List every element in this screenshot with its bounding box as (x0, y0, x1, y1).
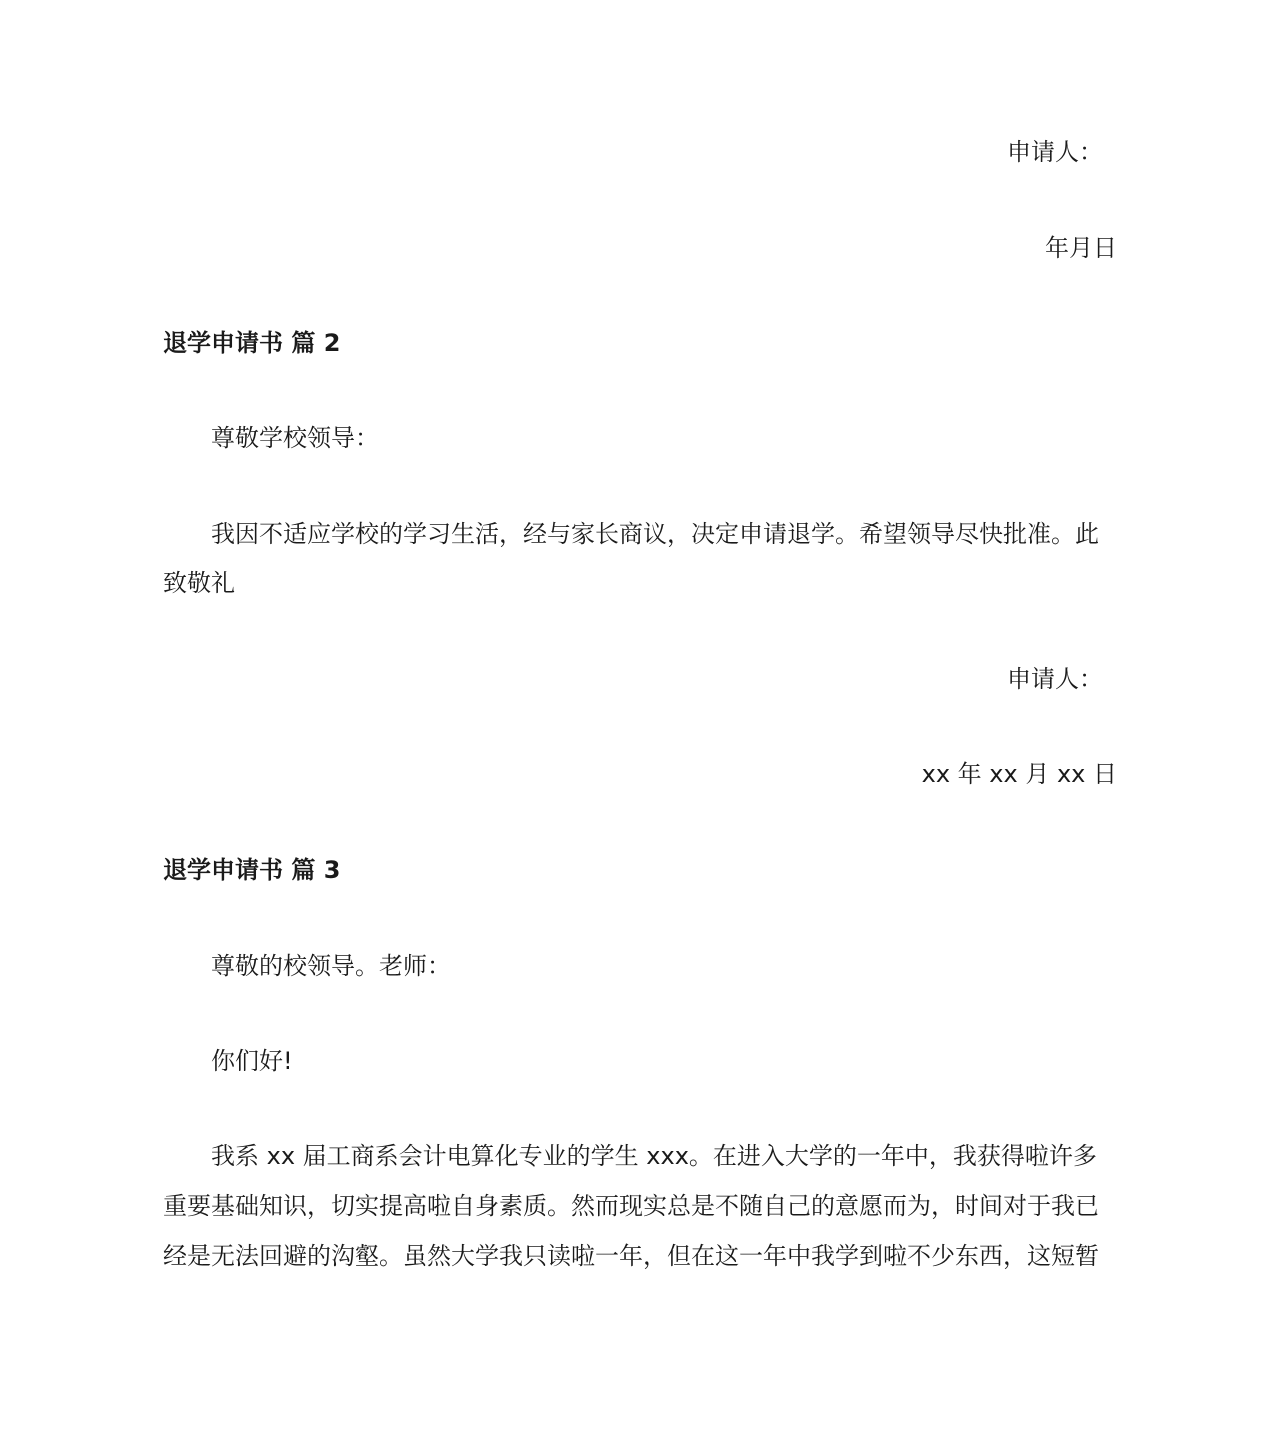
section-heading: 退学申请书 篇 3 (163, 856, 341, 884)
greeting: 你们好! (211, 1047, 293, 1075)
body-text-line: 我因不适应学校的学习生活，经与家长商议，决定申请退学。希望领导尽快批准。此 (211, 520, 1099, 548)
applicant-label: 申请人： (1007, 138, 1103, 166)
salutation: 尊敬学校领导： (211, 424, 379, 452)
body-text-line: 致敬礼 (163, 569, 235, 597)
body-text-line: 重要基础知识，切实提高啦自身素质。然而现实总是不随自己的意愿而为，时间对于我已 (163, 1192, 1099, 1220)
body-text-line: 我系 xx 届工商系会计电算化专业的学生 xxx。在进入大学的一年中，我获得啦许多 (211, 1142, 1097, 1170)
date-line: 年月日 (1045, 234, 1117, 262)
body-text-line: 经是无法回避的沟壑。虽然大学我只读啦一年，但在这一年中我学到啦不少东西，这短暂 (163, 1242, 1099, 1270)
salutation: 尊敬的校领导。老师： (211, 952, 451, 980)
section-heading: 退学申请书 篇 2 (163, 329, 341, 357)
applicant-label: 申请人： (1007, 665, 1103, 693)
date-line: xx 年 xx 月 xx 日 (921, 760, 1117, 788)
